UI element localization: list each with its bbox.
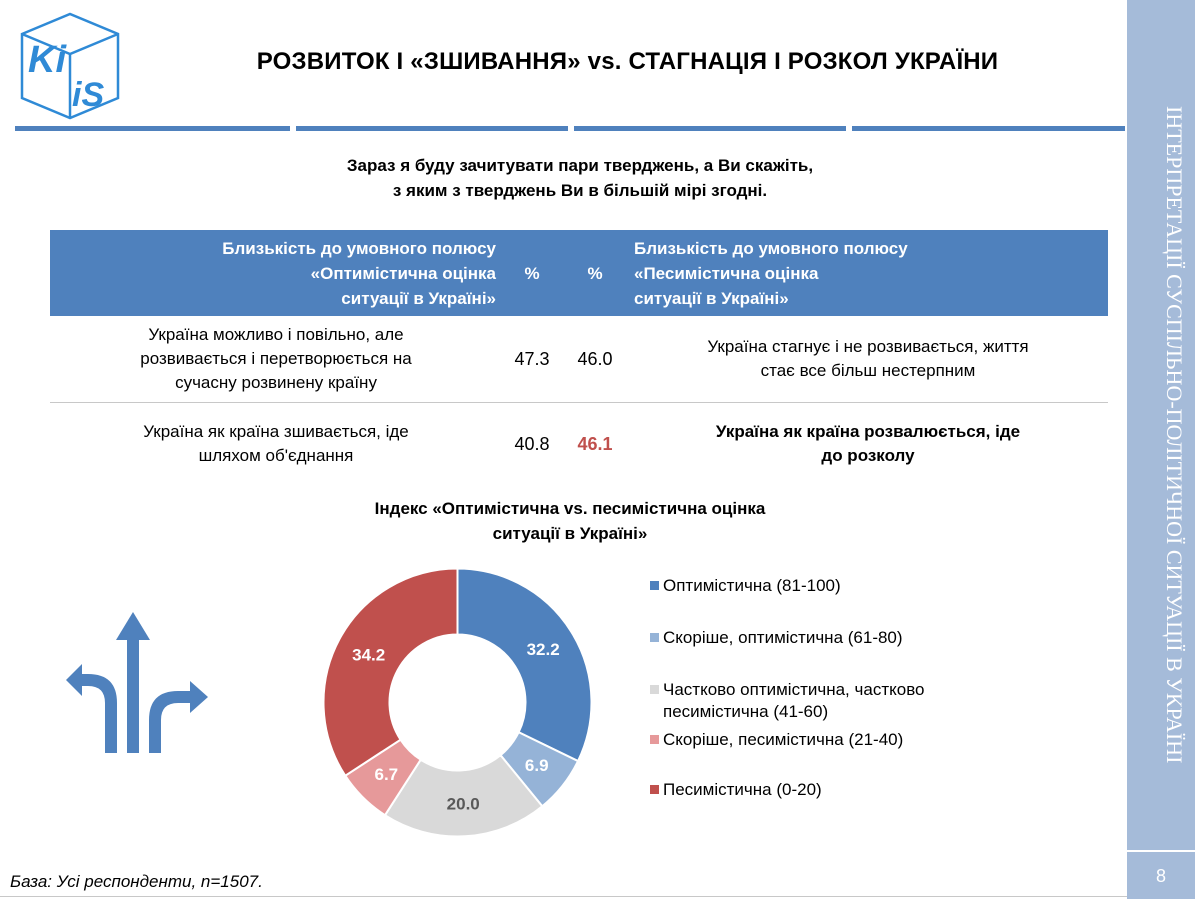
value-pessimistic-highlight: 46.1 [577, 434, 613, 454]
value-optimistic: 47.3 [502, 316, 562, 403]
question-line: з яким з тверджень Ви в більшій мірі згодні. [392, 181, 768, 200]
legend-label-line: песимістична (41-60) [663, 702, 829, 721]
legend-swatch [650, 785, 659, 794]
legend-label [663, 575, 841, 597]
question-line: Зараз я буду зачитувати пари тверджень, а Ви скажіть, [346, 156, 814, 175]
value-optimistic: 40.8 [514, 434, 550, 454]
statement-line: Україна можливо і повільно, але [148, 325, 404, 344]
logo-text-bottom: iS [72, 76, 105, 114]
bottom-rule [0, 896, 1127, 897]
table-row [50, 403, 1108, 486]
chart-title [260, 496, 880, 546]
data-label: 6.9 [524, 756, 549, 776]
table-header-row [50, 230, 1108, 316]
footer-base: База: Усі респонденти, n=1507. [10, 872, 263, 891]
data-label: 20.0 [446, 794, 480, 814]
data-label: 32.2 [526, 639, 560, 659]
table-row [50, 316, 1108, 403]
legend-swatch [650, 633, 659, 642]
donut-slice [324, 569, 458, 776]
chart-title-line: Індекс «Оптимістична vs. песимістична оцінка [374, 499, 766, 518]
donut-slice [458, 569, 592, 762]
statement-pessimistic [628, 316, 1108, 403]
legend-label-line: Частково оптимістична, частково [663, 680, 925, 699]
data-label: 34.2 [352, 645, 386, 665]
sidebar-title: ІНТЕРПРЕТАЦІЇ СУСПІЛЬНО-ПОЛІТИЧНОЇ СИТУАЦІЇ В УКРАЇНІ [1162, 106, 1187, 764]
legend-label-line: Скоріше, песимістична (21-40) [663, 730, 904, 749]
statement-line: шляхом об'єднання [198, 446, 354, 465]
header-line: Близькість до умовного полюсу [634, 238, 908, 258]
legend-swatch [650, 581, 659, 590]
statement-line: Україна як країна розвалюється, іде [715, 422, 1021, 441]
statement-line: розвивається і перетворюється на [140, 349, 412, 368]
question [120, 153, 1040, 203]
statement-line: стає все більш нестерпним [760, 361, 976, 380]
header-line: «Песимістична оцінка [634, 263, 819, 283]
legend-label-line: Оптимістична (81-100) [663, 576, 841, 595]
sidebar-separator [1127, 850, 1195, 852]
statement-line: сучасну розвинену країну [175, 373, 377, 392]
kiis-logo [14, 10, 122, 122]
statement-line: Україна як країна зшивається, іде [143, 422, 409, 441]
legend-label [663, 779, 822, 801]
statement-optimistic [50, 403, 502, 486]
legend-label [663, 729, 903, 751]
header-optimistic-pole [50, 230, 502, 316]
header-rule [296, 126, 568, 131]
legend-swatch [650, 735, 659, 744]
donut-chart [315, 560, 600, 845]
crossroads-arrows-icon [60, 608, 220, 758]
value-pessimistic: 46.0 [562, 316, 628, 403]
data-label: 6.7 [374, 765, 399, 785]
comparison-table [50, 230, 1108, 485]
legend-swatch [650, 685, 659, 694]
page-title: РОЗВИТОК І «ЗШИВАННЯ» vs. СТАГНАЦІЯ І РОЗКОЛ УКРАЇНИ [256, 48, 999, 75]
statement-line: до розколу [821, 446, 915, 465]
header-line: ситуації в Україні» [341, 288, 496, 308]
header-line: ситуації в Україні» [634, 288, 789, 308]
header-percent-1: % [502, 230, 562, 316]
header-percent-2: % [562, 230, 628, 316]
legend-label [663, 627, 903, 649]
statement-optimistic [50, 316, 502, 403]
header-rule [574, 126, 846, 131]
legend-label-line: Скоріше, оптимістична (61-80) [663, 628, 903, 647]
legend-label [663, 679, 924, 723]
header-rule [15, 126, 290, 131]
legend-label-line: Песимістична (0-20) [663, 780, 822, 799]
logo-text-top: Ki [28, 39, 66, 81]
header-line: «Оптимістична оцінка [310, 263, 496, 283]
header-rule [852, 126, 1125, 131]
chart-title-line: ситуації в Україні» [492, 524, 648, 543]
page-number: 8 [1155, 866, 1166, 886]
header-pessimistic-pole [628, 230, 1108, 316]
header-line: Близькість до умовного полюсу [222, 238, 496, 258]
statement-line: Україна стагнує і не розвивається, життя [707, 337, 1029, 356]
statement-pessimistic [628, 403, 1108, 486]
